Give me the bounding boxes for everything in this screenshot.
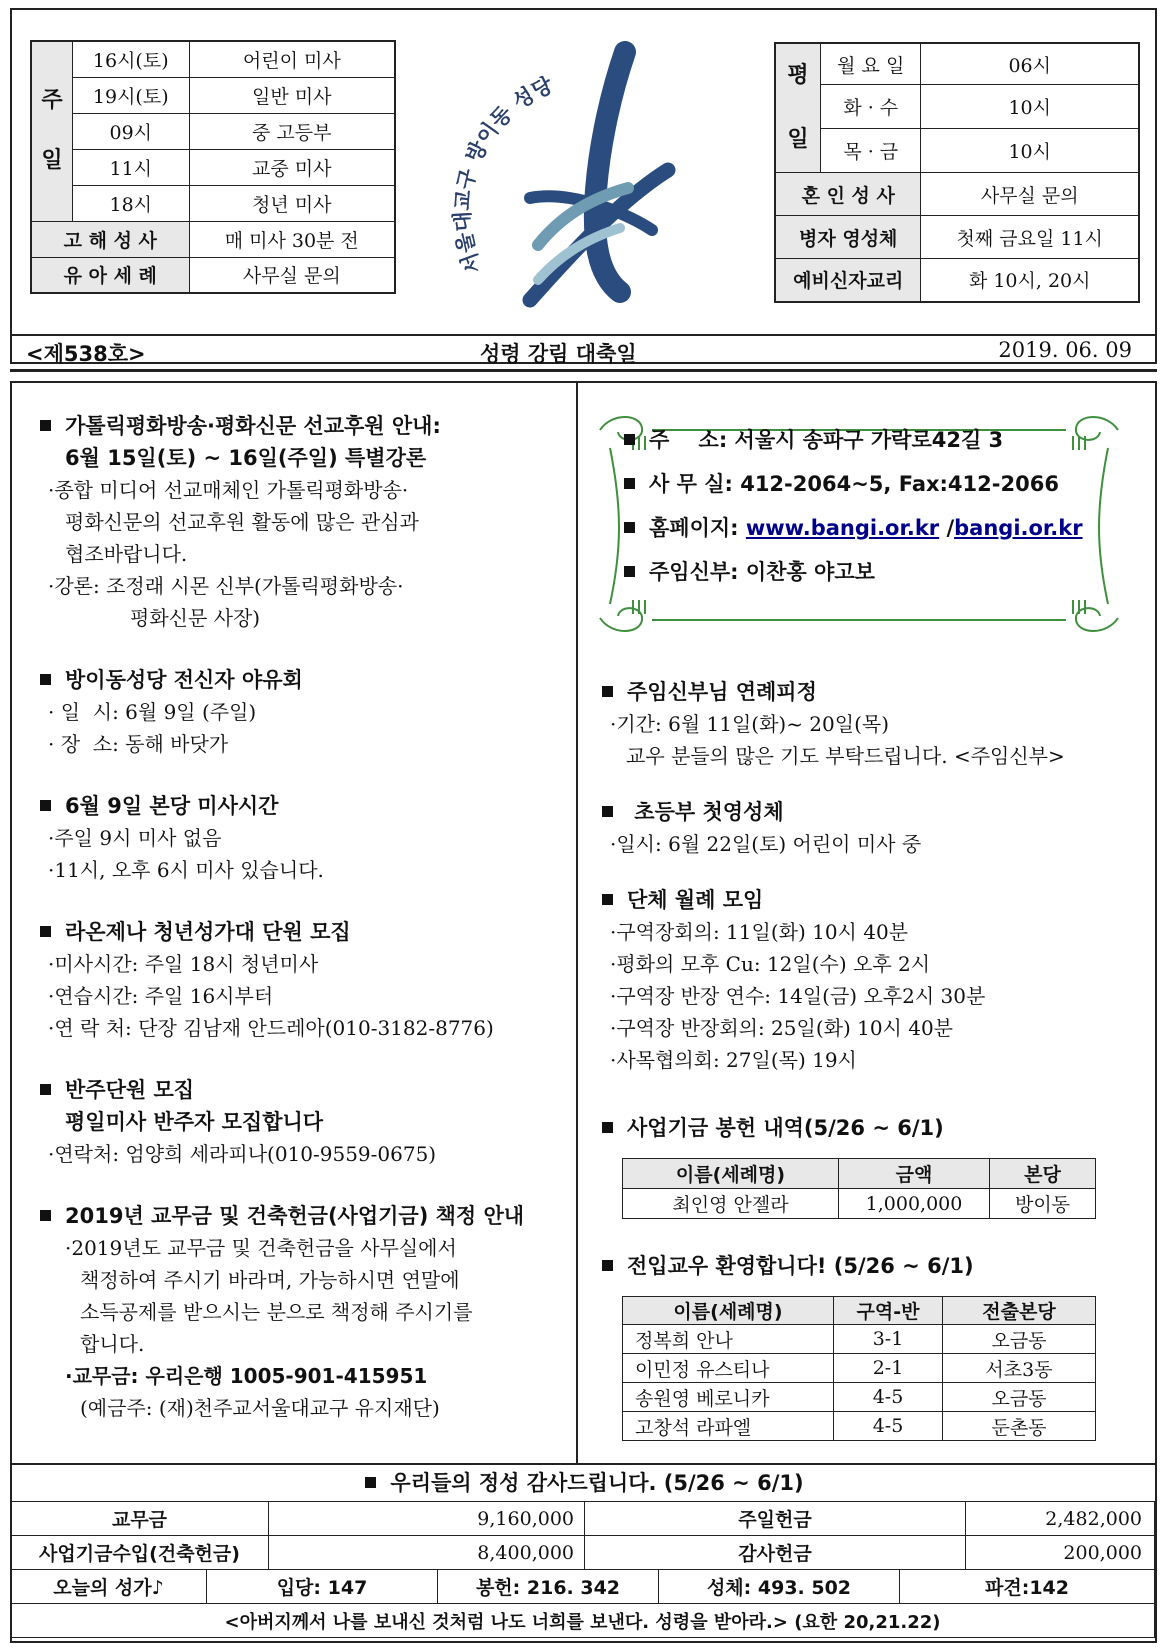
sick-communion-label: 병자 영성체 (775, 216, 921, 259)
parish-logo-graphic (420, 30, 720, 330)
section-title: 라온제나 청년성가대 단원 모집 (38, 916, 568, 948)
thanks-title: 우리들의 정성 감사드립니다. (5/26 ~ 6/1) (10, 1465, 1157, 1501)
mass-name: 중 고등부 (189, 113, 395, 149)
confession-label: 고 해 성 사 (31, 221, 189, 257)
weekday-time: 06시 (921, 43, 1139, 85)
welcome-title: 전입교우 환영합니다! (5/26 ~ 6/1) (600, 1250, 974, 1282)
sick-communion-value: 첫째 금요일 11시 (921, 216, 1139, 259)
weekday-time: 10시 (921, 85, 1139, 129)
welcome-table (622, 1296, 1096, 1441)
notice-line: ·구역장 반장 연수: 14일(금) 오후2시 30분 (610, 984, 986, 1008)
offering-value: 8,400,000 (269, 1536, 585, 1570)
notice-group-meetings (600, 884, 1140, 1076)
welcome-cell: 정복희 안나 (623, 1325, 834, 1354)
infant-baptism-label: 유 아 세 례 (31, 257, 189, 293)
notice-line: ·교무금: 우리은행 1005-901-415951 (65, 1364, 428, 1388)
section-title: 2019년 교무금 및 건축헌금(사업기금) 책정 안내 (38, 1200, 568, 1232)
column-divider (576, 381, 578, 1463)
notice-line: ·구역장 반장회의: 25일(화) 10시 40분 (610, 1016, 953, 1040)
sunday-side-label: 주 일 (31, 41, 73, 221)
notice-retreat (600, 676, 1140, 772)
mass-time: 16시(토) (73, 41, 190, 77)
welcome-cell: 오금동 (943, 1325, 1096, 1354)
info-address: 주 소: 서울시 송파구 가락로42길 3 (622, 418, 1003, 462)
info-box (592, 408, 1126, 640)
notice-line: 평화신문 사장) (130, 606, 261, 630)
marriage-label: 혼 인 성 사 (775, 173, 921, 216)
notice-line: ·2019년도 교무금 및 건축헌금을 사무실에서 (65, 1236, 457, 1260)
notice-mass-time (38, 790, 568, 886)
section-title: 방이동성당 전신자 야유회 (38, 664, 568, 696)
notice-line: · 일 시: 6월 9일 (주일) (48, 700, 257, 724)
welcome-header: 전출본당 (943, 1297, 1096, 1325)
hymn-offertory: 봉헌: 216. 342 (438, 1570, 659, 1604)
notice-line: 교우 분들의 많은 기도 부탁드립니다. <주임신부> (626, 744, 1065, 768)
section-title: 평일미사 반주자 모집합니다 (65, 1110, 324, 1134)
fund-cell: 1,000,000 (839, 1189, 990, 1219)
notice-line: · 장 소: 동해 바닷가 (48, 732, 229, 756)
welcome-cell: 4-5 (834, 1383, 943, 1412)
notice-line: ·강론: 조정래 시몬 신부(가톨릭평화방송· (48, 574, 404, 598)
section-title: 6월 15일(토) ~ 16일(주일) 특별강론 (65, 446, 427, 470)
logo-text: 서울대교구 방이동 성당 (450, 72, 557, 277)
notice-line: 책정하여 주시기 바라며, 가능하시면 연말에 (80, 1268, 460, 1292)
offering-label: 주일헌금 (585, 1502, 966, 1536)
notice-line: ·연습시간: 주일 16시부터 (48, 984, 274, 1008)
hymn-communion: 성체: 493. 502 (659, 1570, 900, 1604)
section-title: 주임신부님 연례피정 (600, 676, 1140, 708)
right-column (600, 676, 1140, 1076)
notice-line: ·기간: 6월 11일(화)~ 20일(목) (610, 712, 889, 736)
offering-table (10, 1501, 1155, 1570)
offering-label: 교무금 (11, 1502, 269, 1536)
left-column (38, 410, 568, 1424)
notice-line: ·연 락 처: 단장 김남재 안드레아(010-3182-8776) (48, 1016, 494, 1040)
info-office: 사 무 실: 412-2064~5, Fax:412-2066 (622, 462, 1059, 506)
marriage-value: 사무실 문의 (921, 173, 1139, 216)
mass-time: 11시 (73, 149, 190, 185)
mass-name: 청년 미사 (189, 185, 395, 221)
offering-value: 9,160,000 (269, 1502, 585, 1536)
weekday-side-label: 평 일 (775, 43, 821, 173)
notice-line: (예금주: (재)천주교서울대교구 유지재단) (80, 1396, 440, 1420)
mass-time: 09시 (73, 113, 190, 149)
notice-line: ·사목협의회: 27일(목) 19시 (610, 1048, 857, 1072)
catechism-value: 화 10시, 20시 (921, 259, 1139, 302)
welcome-header: 이름(세례명) (623, 1297, 834, 1325)
thanks-block (10, 1463, 1157, 1643)
section-title: 6월 9일 본당 미사시간 (38, 790, 568, 822)
notice-dues (38, 1200, 568, 1424)
notice-line: 합니다. (80, 1332, 145, 1356)
scripture-quote: <아버지께서 나를 보내신 것처럼 나도 너희를 보낸다. 성령을 받아라.> (요한 20,21.22) (11, 1604, 1155, 1638)
header-bar (10, 334, 1157, 372)
offering-value: 200,000 (966, 1536, 1155, 1570)
fund-cell: 방이동 (990, 1189, 1096, 1219)
welcome-cell: 송원영 베로니카 (623, 1383, 834, 1412)
notice-accompanist (38, 1074, 568, 1170)
info-homepage: 홈페이지: www.bangi.or.kr /bangi.or.kr (622, 506, 1083, 550)
notice-line: ·주일 9시 미사 없음 (48, 826, 222, 850)
hymn-label: 오늘의 성가♪ (11, 1570, 207, 1604)
fund-header: 본당 (990, 1159, 1096, 1189)
notice-picnic (38, 664, 568, 760)
welcome-cell: 오금동 (943, 1383, 1096, 1412)
notice-line: ·종합 미디어 선교매체인 가톨릭평화방송· (48, 478, 409, 502)
notice-line: ·11시, 오후 6시 미사 있습니다. (48, 858, 324, 882)
hymn-entrance: 입당: 147 (207, 1570, 438, 1604)
offering-label: 감사헌금 (585, 1536, 966, 1570)
mass-name: 일반 미사 (189, 77, 395, 113)
infant-baptism-value: 사무실 문의 (189, 257, 395, 293)
mass-time: 19시(토) (73, 77, 190, 113)
notice-youth-choir (38, 916, 568, 1044)
fund-table (622, 1158, 1096, 1219)
confession-value: 매 미사 30분 전 (189, 221, 395, 257)
welcome-header: 구역-반 (834, 1297, 943, 1325)
fund-header: 금액 (839, 1159, 990, 1189)
notice-first-communion (600, 796, 1140, 860)
notice-line: 소득공제를 받으시는 분으로 책정해 주시기를 (80, 1300, 473, 1324)
mass-name: 교중 미사 (189, 149, 395, 185)
hymn-dismissal: 파견:142 (900, 1570, 1155, 1604)
info-pastor: 주임신부: 이찬홍 야고보 (622, 550, 875, 594)
notice-line: ·평화의 모후 Cu: 12일(수) 오후 2시 (610, 952, 931, 976)
catechism-label: 예비신자교리 (775, 259, 921, 302)
weekday-day: 월 요 일 (821, 43, 921, 85)
weekday-day: 목 · 금 (821, 129, 921, 173)
sunday-mass-table (30, 40, 396, 294)
offering-value: 2,482,000 (966, 1502, 1155, 1536)
offering-label: 사업기금수입(건축헌금) (11, 1536, 269, 1570)
notice-catholic-broadcast (38, 410, 568, 634)
section-title: 가톨릭평화방송·평화신문 선교후원 안내: (38, 410, 568, 442)
feast-title: 성령 강림 대축일 (480, 342, 637, 366)
issue-number: <제538호> (26, 342, 146, 366)
fund-header: 이름(세례명) (623, 1159, 839, 1189)
hymn-table (10, 1569, 1155, 1638)
parish-logo (420, 30, 720, 330)
weekday-mass-table (774, 42, 1140, 303)
welcome-cell: 서초3동 (943, 1354, 1096, 1383)
mass-time: 18시 (73, 185, 190, 221)
section-title: 단체 월례 모임 (600, 884, 1140, 916)
fund-cell: 최인영 안젤라 (623, 1189, 839, 1219)
welcome-cell: 고창석 라파엘 (623, 1412, 834, 1441)
welcome-cell: 이민정 유스티나 (623, 1354, 834, 1383)
homepage-link-1[interactable]: www.bangi.or.kr (745, 516, 940, 540)
issue-date: 2019. 06. 09 (998, 338, 1132, 362)
notice-line: ·구역장회의: 11일(화) 10시 40분 (610, 920, 909, 944)
notice-line: ·연락처: 엄양희 세라피나(010-9559-0675) (48, 1142, 437, 1166)
fund-title: 사업기금 봉헌 내역(5/26 ~ 6/1) (600, 1112, 944, 1144)
section-title: 반주단원 모집 (38, 1074, 568, 1106)
welcome-cell: 둔촌동 (943, 1412, 1096, 1441)
notice-line: 평화신문의 선교후원 활동에 많은 관심과 (65, 510, 419, 534)
notice-line: 협조바랍니다. (65, 542, 188, 566)
welcome-cell: 2-1 (834, 1354, 943, 1383)
notice-line: ·미사시간: 주일 18시 청년미사 (48, 952, 319, 976)
welcome-cell: 4-5 (834, 1412, 943, 1441)
section-title: 초등부 첫영성체 (600, 796, 1140, 828)
weekday-day: 화 · 수 (821, 85, 921, 129)
mass-name: 어린이 미사 (189, 41, 395, 77)
welcome-cell: 3-1 (834, 1325, 943, 1354)
notice-line: ·일시: 6월 22일(토) 어린이 미사 중 (610, 832, 922, 856)
homepage-link-2[interactable]: bangi.or.kr (954, 516, 1083, 540)
weekday-time: 10시 (921, 129, 1139, 173)
